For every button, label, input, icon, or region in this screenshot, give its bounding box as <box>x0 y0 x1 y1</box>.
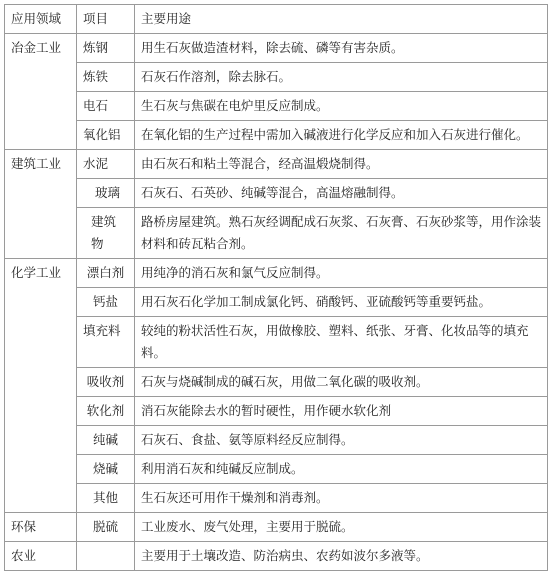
item-cell: 建筑物 <box>77 208 135 259</box>
table-row <box>5 288 548 317</box>
item-cell: 炼铁 <box>77 63 135 92</box>
use-cell: 利用消石灰和纯碱反应制成。 <box>135 455 548 484</box>
domain-cell: 农业 <box>5 542 77 571</box>
domain-cell: 环保 <box>5 513 77 542</box>
table-row <box>5 397 548 426</box>
use-cell: 较纯的粉状活性石灰，用做橡胶、塑料、纸张、牙膏、化妆品等的填充料。 <box>135 317 548 368</box>
item-cell: 氧化铝 <box>77 121 135 150</box>
item-cell: 钙盐 <box>77 288 135 317</box>
header-row <box>5 5 548 34</box>
use-cell: 石灰石、食盐、氨等原料经反应制得。 <box>135 426 548 455</box>
item-cell: 吸收剂 <box>77 368 135 397</box>
header-use: 主要用途 <box>135 5 548 34</box>
use-cell: 消石灰能除去水的暂时硬性，用作硬水软化剂 <box>135 397 548 426</box>
table-row <box>5 368 548 397</box>
table-row <box>5 63 548 92</box>
table-row <box>5 150 548 179</box>
header-domain: 应用领域 <box>5 5 77 34</box>
table-row <box>5 484 548 513</box>
table-row <box>5 513 548 542</box>
item-cell: 漂白剂 <box>77 259 135 288</box>
use-cell: 生石灰与焦碳在电炉里反应制成。 <box>135 92 548 121</box>
table-row <box>5 542 548 571</box>
domain-cell: 化学工业 <box>5 259 77 513</box>
use-cell: 石灰石作溶剂，除去脉石。 <box>135 63 548 92</box>
item-cell <box>77 542 135 571</box>
table-row <box>5 426 548 455</box>
table-row <box>5 179 548 208</box>
item-cell: 其他 <box>77 484 135 513</box>
item-cell: 玻璃 <box>77 179 135 208</box>
table-row <box>5 208 548 259</box>
use-cell: 生石灰还可用作干燥剂和消毒剂。 <box>135 484 548 513</box>
use-cell: 路桥房屋建筑。熟石灰经调配成石灰浆、石灰膏、石灰砂浆等，用作涂装材料和砖瓦粘合剂。 <box>135 208 548 259</box>
table-row <box>5 34 548 63</box>
item-cell: 脱硫 <box>77 513 135 542</box>
domain-cell: 冶金工业 <box>5 34 77 150</box>
use-cell: 由石灰石和粘土等混合，经高温煅烧制得。 <box>135 150 548 179</box>
use-cell: 石灰与烧碱制成的碱石灰，用做二氧化碳的吸收剂。 <box>135 368 548 397</box>
table-row <box>5 455 548 484</box>
use-cell: 用生石灰做造渣材料，除去硫、磷等有害杂质。 <box>135 34 548 63</box>
item-cell: 填充料 <box>77 317 135 368</box>
use-cell: 主要用于土壤改造、防治病虫、农药如波尔多液等。 <box>135 542 548 571</box>
use-cell: 用纯净的消石灰和氯气反应制得。 <box>135 259 548 288</box>
table-row <box>5 121 548 150</box>
domain-cell: 建筑工业 <box>5 150 77 259</box>
table-row <box>5 259 548 288</box>
use-cell: 石灰石、石英砂、纯碱等混合，高温熔融制得。 <box>135 179 548 208</box>
item-cell: 电石 <box>77 92 135 121</box>
use-cell: 用石灰石化学加工制成氯化钙、硝酸钙、亚硫酸钙等重要钙盐。 <box>135 288 548 317</box>
header-item: 项目 <box>77 5 135 34</box>
item-cell: 水泥 <box>77 150 135 179</box>
use-cell: 在氧化铝的生产过程中需加入碱液进行化学反应和加入石灰进行催化。 <box>135 121 548 150</box>
item-cell: 炼钢 <box>77 34 135 63</box>
item-cell: 烧碱 <box>77 455 135 484</box>
item-cell: 软化剂 <box>77 397 135 426</box>
item-cell: 纯碱 <box>77 426 135 455</box>
lime-applications-table <box>4 4 548 571</box>
table-row <box>5 317 548 368</box>
table-row <box>5 92 548 121</box>
use-cell: 工业废水、废气处理，主要用于脱硫。 <box>135 513 548 542</box>
